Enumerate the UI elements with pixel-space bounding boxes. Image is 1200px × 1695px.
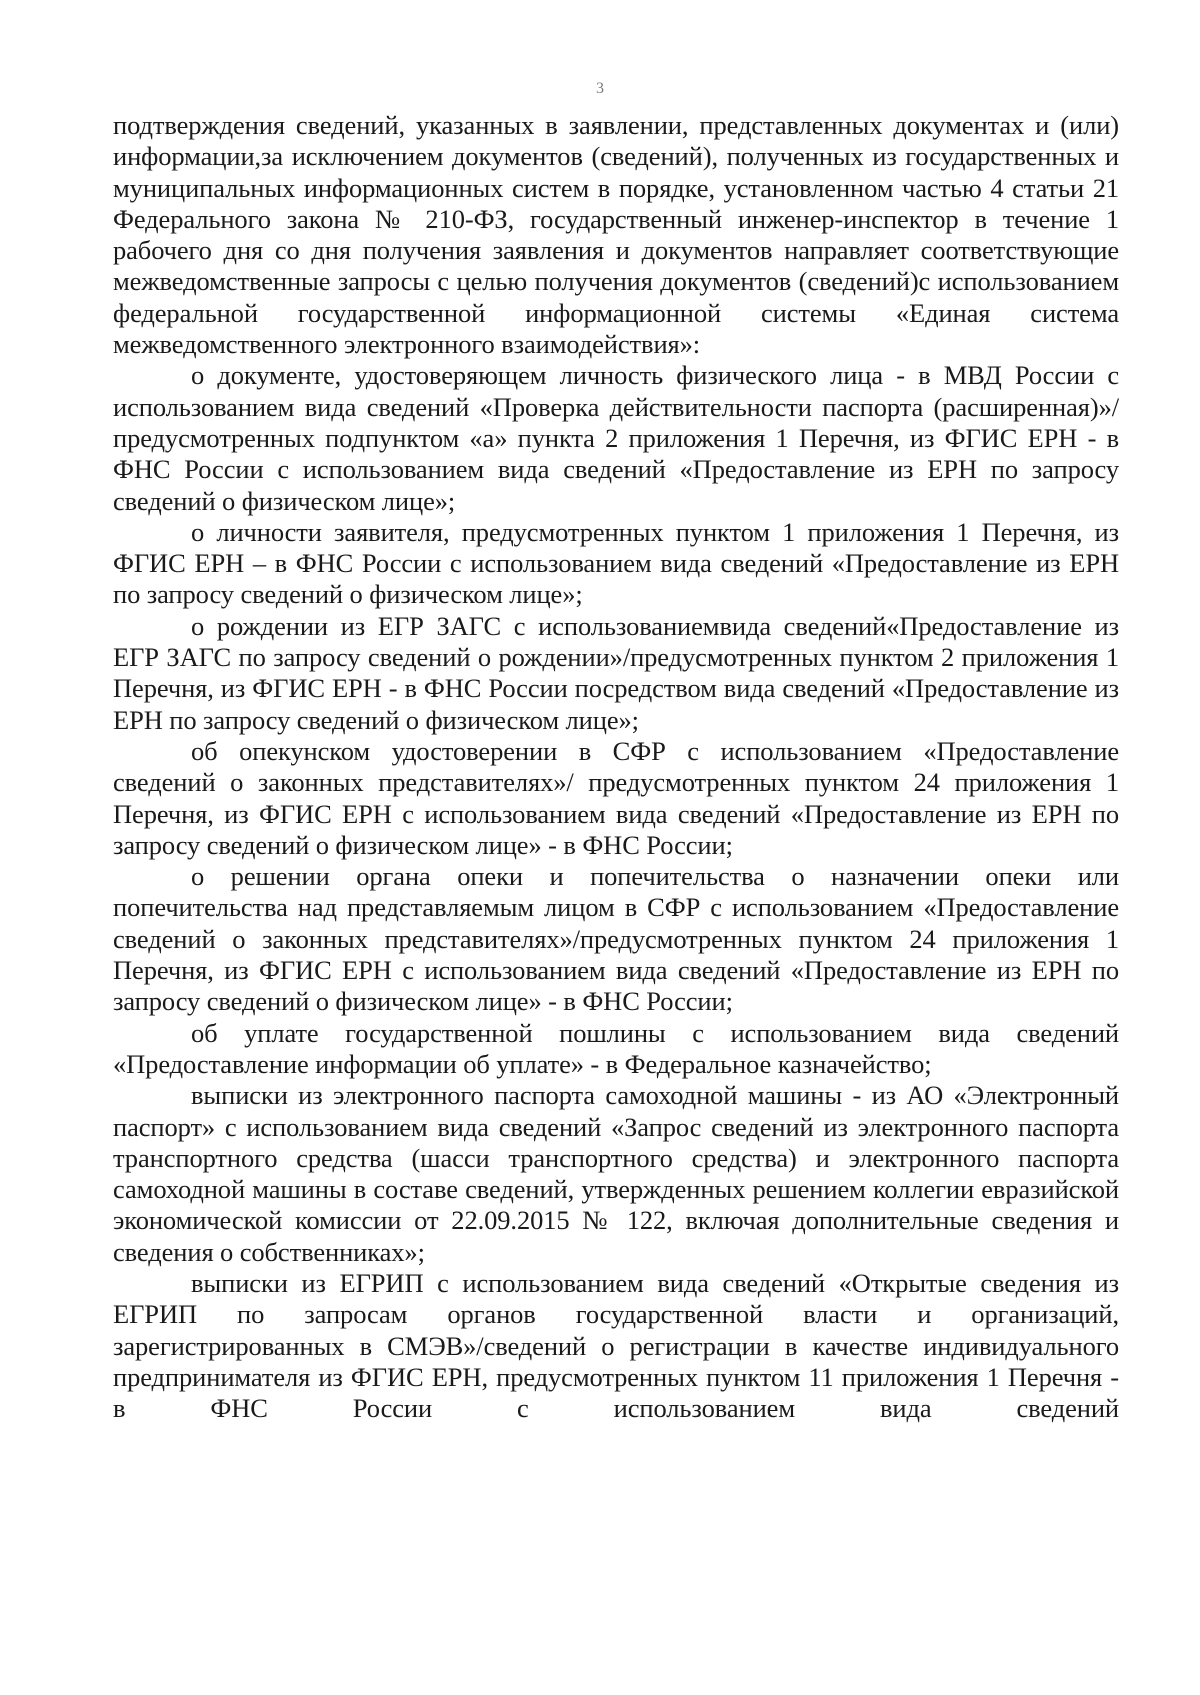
paragraph-intro: подтверждения сведений, указанных в заявлении, представленных документах и (или) информации,за исключением документов (сведений), полученных из государственных и муниципальных информационных систем в порядке, установленном частью 4 статьи 21 Федерального закона № 210-ФЗ, государственный инженер-инспектор в течение 1 рабочего дня со дня получения заявления и документов направляет соответствующие межведомственные запросы с целью получения документов (сведений)с использованием федеральной государственной информационной системы «Единая система межведомственного электронного взаимодействия»: [113, 110, 1119, 360]
paragraph-birth-record: о рождении из ЕГР ЗАГС с использованиемвида сведений«Предоставление из ЕГР ЗАГС по запросу сведений о рождении»/предусмотренных пунктом 2 приложения 1 Перечня, из ФГИС ЕРН - в ФНС России посредством вида сведений «Предоставление из ЕРН по запросу сведений о физическом лице»; [113, 610, 1119, 735]
document-body [113, 110, 1119, 1424]
paragraph-guardianship-decision: о решении органа опеки и попечительства о назначении опеки или попечительства над представляемым лицом в СФР с использованием «Предоставление сведений о законных представителях»/предусмотренных пунктом 24 приложения 1 Перечня, из ФГИС ЕРН с использованием вида сведений «Предоставление из ЕРН по запросу сведений о физическом лице» - в ФНС России; [113, 861, 1119, 1017]
paragraph-applicant-identity: о личности заявителя, предусмотренных пунктом 1 приложения 1 Перечня, из ФГИС ЕРН – в ФНС России с использованием вида сведений «Предоставление из ЕРН по запросу сведений о физическом лице»; [113, 516, 1119, 610]
paragraph-guardian-certificate: об опекунском удостоверении в СФР с использованием «Предоставление сведений о законных представителях»/ предусмотренных пунктом 24 приложения 1 Перечня, из ФГИС ЕРН с использованием вида сведений «Предоставление из ЕРН по запросу сведений о физическом лице» - в ФНС России; [113, 735, 1119, 860]
paragraph-identity-document: о документе, удостоверяющем личность физического лица - в МВД России с использованием вида сведений «Проверка действительности паспорта (расширенная)»/предусмотренных подпунктом «а» пункта 2 приложения 1 Перечня, из ФГИС ЕРН - в ФНС России с использованием вида сведений «Предоставление из ЕРН по запросу сведений о физическом лице»; [113, 360, 1119, 516]
page-number: 3 [596, 80, 604, 97]
paragraph-egrip-extract: выписки из ЕГРИП с использованием вида сведений «Открытые сведения из ЕГРИП по запросам органов государственной власти и организаций, зарегистрированных в СМЭВ»/сведений о регистрации в качестве индивидуального предпринимателя из ФГИС ЕРН, предусмотренных пунктом 11 приложения 1 Перечня - в ФНС России с использованием вида сведений [113, 1267, 1119, 1424]
paragraph-electronic-passport: выписки из электронного паспорта самоходной машины - из АО «Электронный паспорт» с использованием вида сведений «Запрос сведений из электронного паспорта транспортного средства (шасси транспортного средства) и электронного паспорта самоходной машины в составе сведений, утвержденных решением коллегии евразийской экономической комиссии от 22.09.2015 № 122, включая дополнительные сведения и сведения о собственниках»; [113, 1080, 1119, 1267]
paragraph-state-fee: об уплате государственной пошлины с использованием вида сведений «Предоставление информации об уплате» - в Федеральное казначейство; [113, 1017, 1119, 1079]
